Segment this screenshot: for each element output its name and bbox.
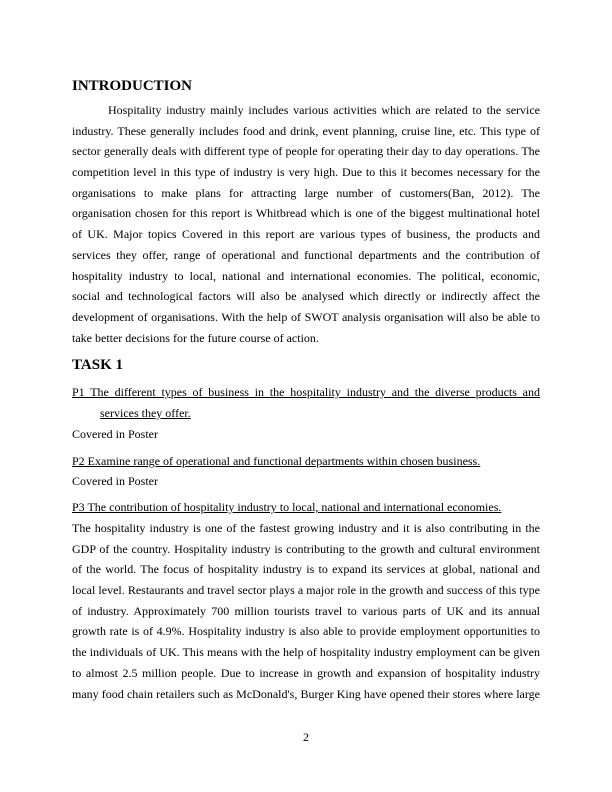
p1-note: Covered in Poster: [72, 427, 158, 441]
paragraph-line: organisation chosen for this report is Whitbread which is one of the biggest multinational hotel: [72, 206, 540, 221]
paragraph-line: many food chain retailers such as McDonald's, Burger King have opened their stores where large: [72, 686, 540, 701]
paragraph-line: the individuals of UK. This means with the help of hospitality industry employment can be given: [72, 645, 540, 660]
p1-heading-line: [72, 403, 540, 424]
paragraph-line: growth rate is of 4.9%. Hospitality industry is also able to provide employment opportunities to: [72, 624, 540, 639]
introduction-heading: INTRODUCTION: [72, 78, 193, 94]
paragraph-line: Hospitality industry mainly includes various activities which are related to the service: [108, 103, 540, 117]
paragraph-line: services they offer, range of operational and functional departments and the contribution of: [72, 247, 540, 262]
p2-heading: P2 Examine range of operational and functional departments within chosen business.: [72, 454, 481, 468]
p3-heading: P3 The contribution of hospitality industry to local, national and international economies.: [72, 500, 502, 514]
p3-paragraph: [72, 518, 540, 704]
paragraph-line: development of organisations. With the help of SWOT analysis organisation will also be able to: [72, 309, 540, 324]
paragraph-line: of industry. Approximately 700 million tourists travel to various parts of UK and its annual: [72, 603, 540, 618]
task1-heading: TASK 1: [72, 357, 123, 373]
paragraph-line: hospitality industry to local, national and international economies. The political, economic,: [72, 268, 540, 283]
p1-heading-line: P1 The different types of business in the hospitality industry and the diverse products and: [72, 385, 540, 399]
p2-note: Covered in Poster: [72, 474, 158, 488]
page-number: 2: [303, 730, 309, 744]
paragraph-line: sector generally deals with different type of people for operating their day to day operations. The: [72, 144, 540, 159]
paragraph-line: industry. These generally includes food and drink, event planning, cruise line, etc. This type of: [72, 123, 540, 138]
p1-heading-text: services they offer.: [100, 405, 191, 420]
paragraph-line: of UK. Major topics Covered in this report are various types of business, the products and: [72, 227, 540, 242]
paragraph-line: GDP of the country. Hospitality industry is contributing to the growth and cultural environment: [72, 541, 540, 556]
paragraph-line: to almost 2.5 million people. Due to increase in growth and expansion of hospitality industry: [72, 665, 540, 680]
introduction-paragraph: [72, 100, 540, 348]
paragraph-line: local level. Restaurants and travel sector plays a major role in the growth and success of this type: [72, 583, 540, 598]
paragraph-line: of the world. The focus of hospitality industry is to expand its services at global, national and: [72, 562, 540, 577]
paragraph-line: social and technological factors will also be analysed which directly or indirectly affect the: [72, 289, 540, 304]
paragraph-line: The hospitality industry is one of the fastest growing industry and it is also contributing in the: [72, 521, 540, 535]
paragraph-line: competition level in this type of industry is very high. Due to this it becomes necessary for the: [72, 165, 540, 180]
p1-heading: [72, 382, 540, 423]
paragraph-line: organisations to make plans for attracting large number of customers(Ban, 2012). The: [72, 185, 540, 200]
paragraph-line: take better decisions for the future course of action.: [72, 330, 319, 345]
